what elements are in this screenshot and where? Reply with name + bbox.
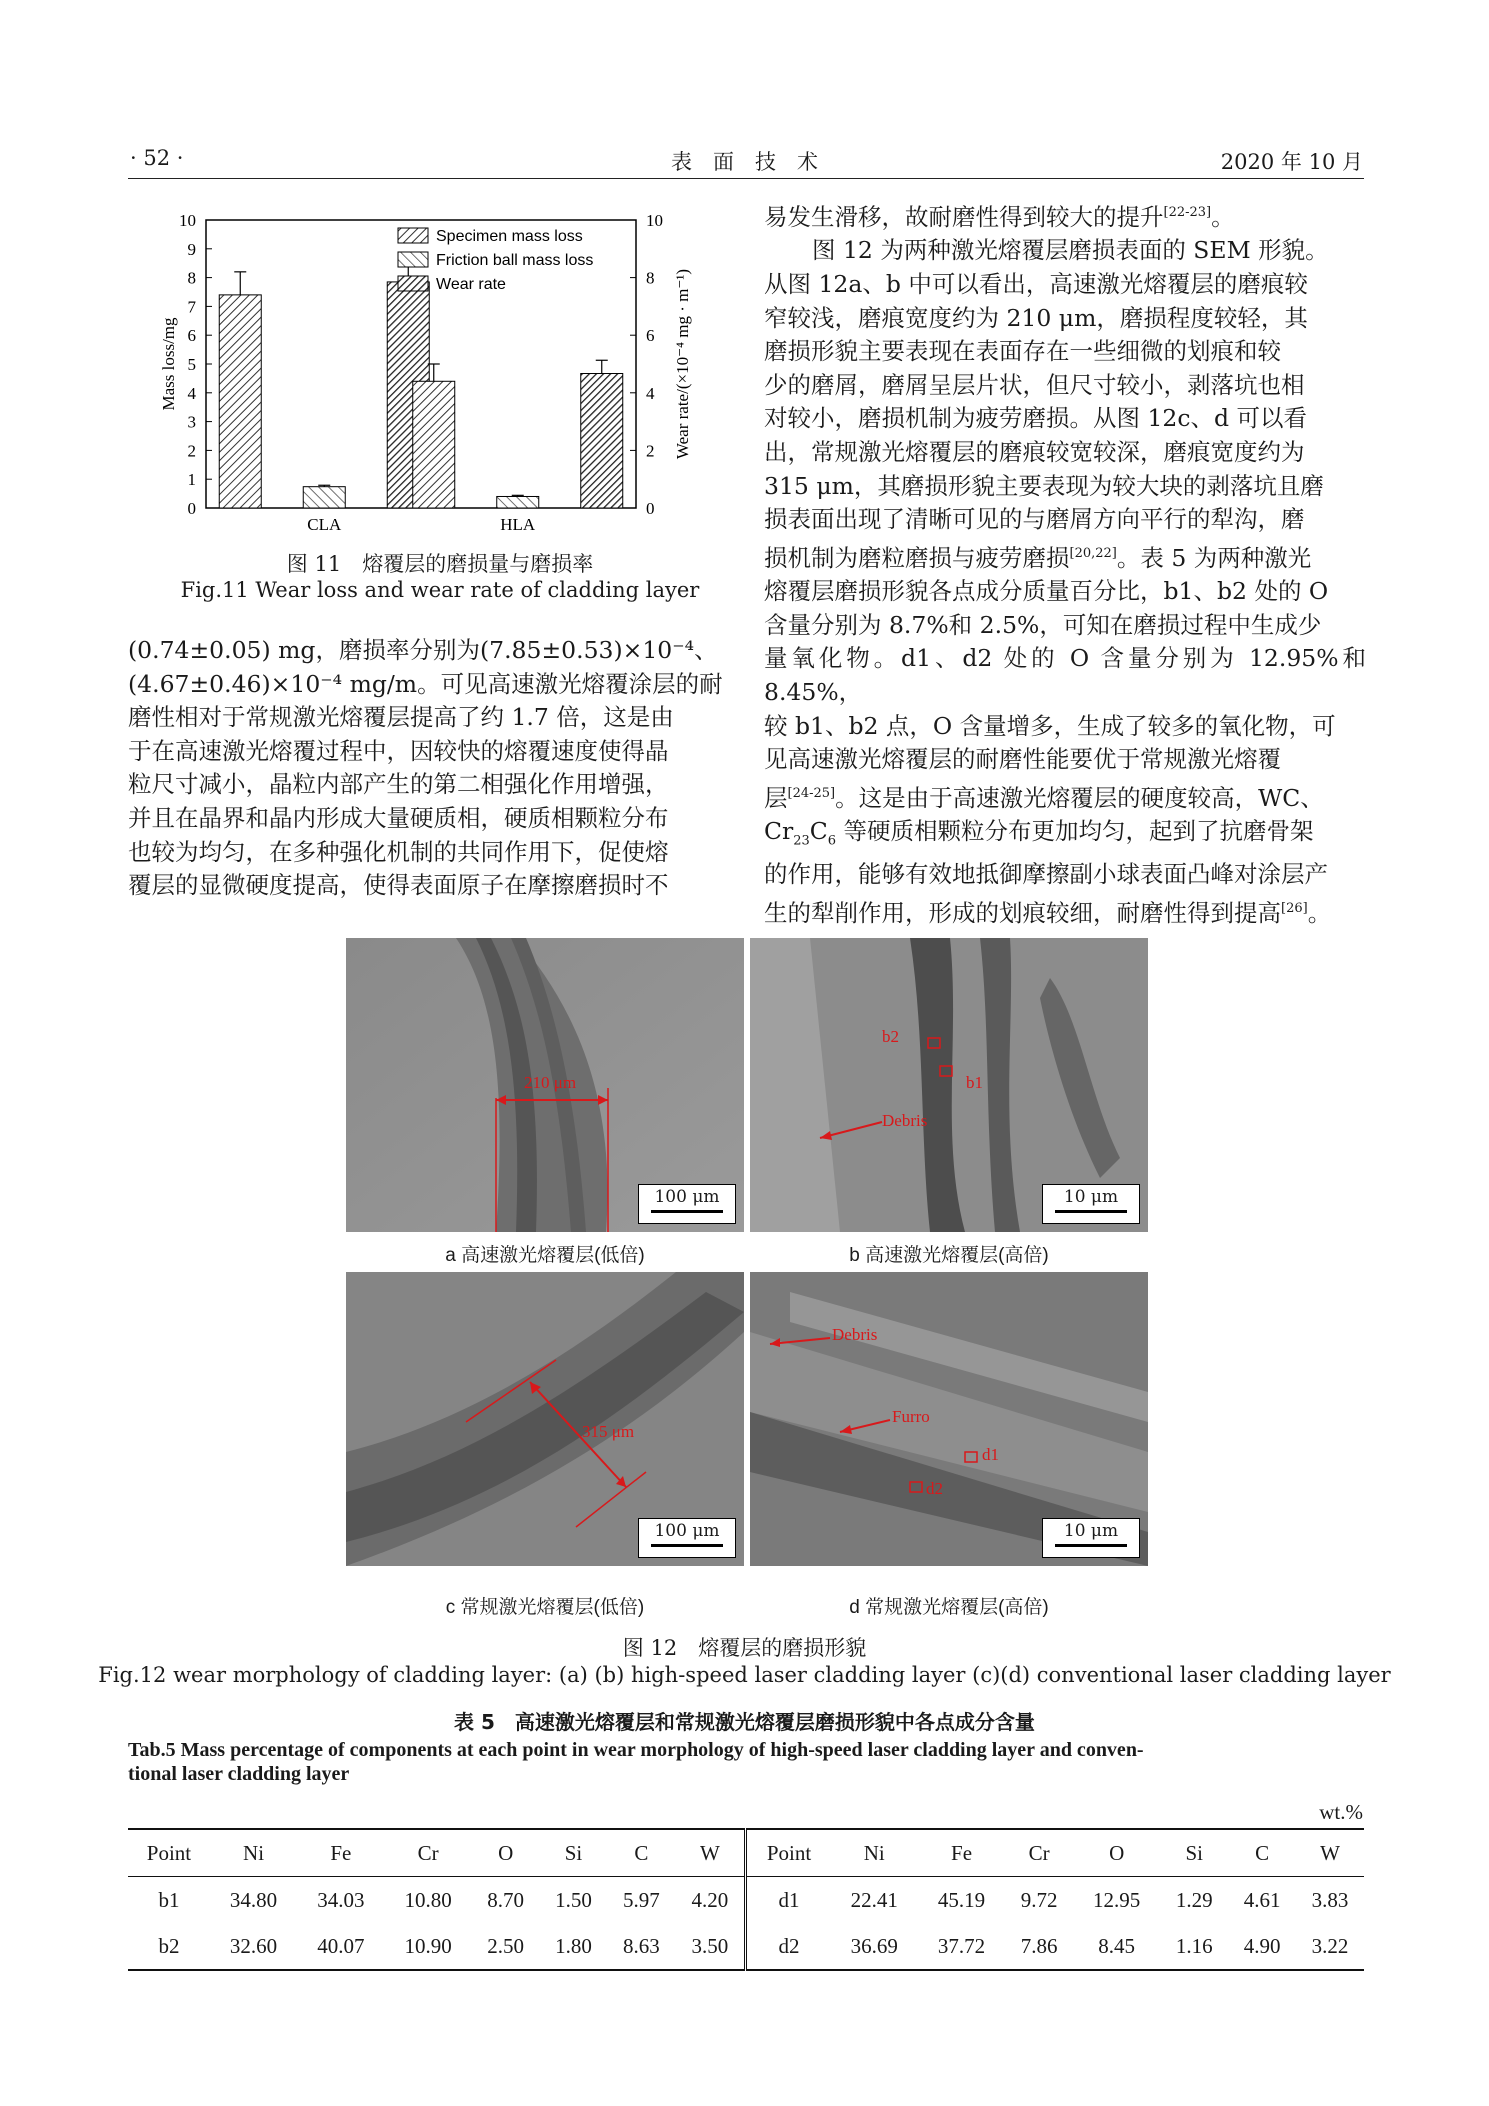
text-line: 出，常规激光熔覆层的磨痕较宽较深，磨痕宽度约为	[764, 437, 1305, 466]
debris-label-d: Debris	[832, 1325, 878, 1344]
table5-cell: 10.80	[404, 1887, 452, 1912]
sem-panel-a	[346, 938, 744, 1232]
journal-title: 表 面 技 术	[671, 150, 818, 174]
table5-cell: 40.07	[317, 1933, 365, 1958]
table5-cell: 8.70	[487, 1887, 525, 1912]
panel-b-label: b 高速激光熔覆层(高倍)	[849, 1245, 1049, 1266]
table5-title-cn: 表 5 高速激光熔覆层和常规激光熔覆层磨损形貌中各点成分含量	[454, 1710, 1035, 1734]
bar-wear-rate	[581, 374, 623, 508]
bar-friction-ball-mass-loss	[303, 487, 345, 508]
y2-tick-label: 10	[646, 211, 663, 230]
scale-bar-c: 100 μm	[638, 1518, 736, 1558]
y-tick-label: 5	[187, 355, 196, 374]
table5-header-cell: C	[634, 1840, 649, 1865]
table5-unit: wt.%	[1319, 1800, 1363, 1824]
table5-header-row	[128, 1829, 1364, 1877]
panel-a-label: a 高速激光熔覆层(低倍)	[445, 1245, 645, 1266]
sem-panel-b	[750, 938, 1148, 1232]
table5-header-cell: C	[1255, 1840, 1270, 1865]
y2-tick-label: 6	[646, 326, 655, 346]
table5-cell: 1.29	[1175, 1887, 1213, 1912]
debris-label-b: Debris	[882, 1111, 928, 1130]
table5-cell: 2.50	[487, 1933, 525, 1958]
table5-header-cell: O	[498, 1840, 514, 1865]
point-d1-label: d1	[982, 1445, 999, 1464]
text-line: 易发生滑移，故耐磨性得到较大的提升[22-23]。	[764, 202, 1235, 231]
wear-width-label-c: 315 μm	[582, 1422, 635, 1441]
text-line: 较 b1、b2 点，O 含量增多，生成了较多的氧化物，可	[764, 711, 1336, 740]
legend-swatch	[398, 228, 428, 243]
table5-title-en: Tab.5 Mass percentage of components at each point in wear morphology of high-speed laser cladding layer and conven- tional laser cladding layer	[128, 1739, 1144, 1785]
fig11-caption-en: Fig.11 Wear loss and wear rate of cladding layer	[180, 578, 700, 602]
text-line: 含量分别为 8.7%和 2.5%，可知在磨损过程中生成少	[764, 610, 1322, 639]
scale-bar-a: 100 μm	[638, 1184, 736, 1224]
table5-cell: 3.83	[1311, 1887, 1349, 1912]
table5-cell: 8.45	[1098, 1933, 1136, 1958]
text-line: 损表面出现了清晰可见的与磨屑方向平行的犁沟，磨	[764, 505, 1305, 534]
text-line: 损机制为磨粒磨损与疲劳磨损[20,22]。表 5 为两种激光	[764, 543, 1312, 572]
point-b2-label: b2	[882, 1027, 899, 1046]
table5-header-cell: Point	[146, 1840, 192, 1865]
legend-label: Friction ball mass loss	[436, 252, 594, 269]
table5-header-cell: W	[1320, 1840, 1340, 1865]
bar-specimen-mass-loss	[219, 295, 261, 508]
table5-header-cell: Cr	[1028, 1840, 1050, 1865]
text-line: 磨损形貌主要表现在表面存在一些细微的划痕和较	[764, 337, 1281, 366]
y-tick-label: 7	[187, 297, 196, 317]
right-column-text	[764, 196, 1366, 930]
table5-cell: 4.20	[691, 1887, 729, 1912]
sem-panel-c	[346, 1272, 744, 1566]
table5-cell: 1.50	[555, 1887, 592, 1912]
table5-cell: 37.72	[937, 1933, 986, 1958]
legend-label: Specimen mass loss	[436, 228, 583, 245]
table5-header-cell: O	[1109, 1840, 1125, 1865]
text-line: 生的犁削作用，形成的划痕较细，耐磨性得到提高[26]。	[764, 898, 1332, 927]
x-tick-label: CLA	[307, 515, 342, 534]
wear-chart	[140, 200, 700, 545]
y2-axis-label: Wear rate/(×10⁻⁴ mg · m⁻¹)	[673, 268, 692, 460]
text-line: $Cr_{23}C_6$ 等硬质相颗粒分布更加均匀，起到了抗磨骨架	[764, 817, 1314, 849]
text-line: 并且在晶界和晶内形成大量硬质相，硬质相颗粒分布	[128, 803, 669, 832]
fig12-caption-en: Fig.12 wear morphology of cladding layer: (a) (b) high-speed laser cladding layer (c)(d) conventional laser cladding layer	[98, 1663, 1391, 1687]
text-line: 熔覆层磨损形貌各点成分质量百分比，b1、b2 处的 O	[764, 577, 1329, 606]
table5-cell: 22.41	[850, 1887, 898, 1912]
table5	[128, 1828, 1364, 1971]
text-line: 覆层的显微硬度提高，使得表面原子在摩擦磨损时不	[128, 871, 669, 900]
text-line: 粒尺寸减小，晶粒内部产生的第二相强化作用增强，	[128, 770, 669, 799]
point-b1-label: b1	[966, 1073, 983, 1092]
y-tick-label: 3	[187, 412, 196, 432]
page-number: · 52 ·	[130, 146, 184, 170]
table5-cell: d2	[746, 1923, 831, 1970]
point-d2-label: d2	[926, 1479, 943, 1498]
left-column-text	[128, 634, 730, 903]
scale-bar-b: 10 μm	[1042, 1184, 1140, 1224]
table5-header-cell: Point	[746, 1829, 831, 1877]
y2-tick-label: 2	[646, 441, 655, 461]
table5-cell: 34.03	[317, 1887, 365, 1912]
y-tick-label: 8	[187, 268, 196, 288]
table5-header-cell: Si	[1185, 1840, 1203, 1865]
table5-cell: 8.63	[622, 1933, 660, 1958]
y-tick-label: 6	[187, 326, 196, 346]
text-line: 量氧化物。d1、d2 处的 O 含量分别为 12.95%和 8.45%，	[764, 644, 1366, 706]
table5-cell: 10.90	[404, 1933, 452, 1958]
legend-label: Wear rate	[436, 276, 506, 293]
fig11-caption-cn: 图 11 熔覆层的磨损量与磨损率	[286, 552, 594, 576]
table5-header-cell: W	[699, 1840, 720, 1865]
wear-width-label-a: 210 μm	[524, 1073, 577, 1092]
bar-friction-ball-mass-loss	[497, 496, 539, 508]
furrow-label-d: Furro	[892, 1407, 930, 1426]
text-line: 层[24-25]。这是由于高速激光熔覆层的硬度较高，WC、	[764, 783, 1324, 812]
y2-tick-label: 0	[646, 499, 655, 518]
text-line: 见高速激光熔覆层的耐磨性能要优于常规激光熔覆	[764, 745, 1281, 774]
table5-cell: 7.86	[1020, 1933, 1058, 1958]
text-line: (4.67±0.46)×10⁻⁴ mg/m。可见高速激光熔覆涂层的耐	[128, 669, 723, 698]
legend-swatch	[398, 252, 428, 267]
table5-cell: d1	[746, 1877, 831, 1924]
text-line: 磨性相对于常规激光熔覆层提高了约 1.7 倍，这是由	[128, 703, 674, 732]
text-line: 少的磨屑，磨屑呈层片状，但尺寸较小，剥落坑也相	[764, 370, 1305, 399]
table5-cell: 3.50	[691, 1933, 729, 1958]
table5-cell: 4.61	[1243, 1887, 1281, 1912]
table5-header-cell: Ni	[243, 1840, 265, 1865]
y-tick-label: 0	[187, 499, 196, 518]
bar-specimen-mass-loss	[413, 381, 455, 508]
table5-grid	[128, 1828, 1364, 1971]
table5-cell: b2	[158, 1933, 180, 1958]
table5-cell: 45.19	[937, 1887, 986, 1912]
text-line: (0.74±0.05) mg，磨损率分别为(7.85±0.53)×10⁻⁴、	[128, 636, 718, 664]
panel-c-label: c 常规激光熔覆层(低倍)	[445, 1597, 645, 1618]
table5-cell: 3.22	[1311, 1933, 1349, 1958]
sem-panel-d	[750, 1272, 1148, 1566]
table5-header-cell: Fe	[951, 1840, 973, 1865]
y-tick-label: 4	[187, 383, 196, 403]
legend-swatch	[398, 276, 428, 291]
table5-row	[128, 1877, 1364, 1924]
table5-header-cell: Ni	[863, 1840, 885, 1865]
table5-header-cell: Cr	[417, 1840, 439, 1865]
y2-tick-label: 4	[646, 383, 655, 403]
table5-cell: 34.80	[229, 1887, 278, 1912]
y2-tick-label: 8	[646, 268, 655, 288]
table5-cell: 32.60	[229, 1933, 278, 1958]
table5-row	[128, 1923, 1364, 1970]
text-line: 图 12 为两种激光熔覆层磨损表面的 SEM 形貌。	[812, 236, 1329, 265]
y-tick-label: 1	[187, 470, 196, 490]
text-line: 从图 12a、b 中可以看出，高速激光熔覆层的磨痕较	[764, 270, 1308, 299]
scale-bar-d: 10 μm	[1042, 1518, 1140, 1558]
text-line: 对较小，磨损机制为疲劳磨损。从图 12c、d 可以看	[764, 404, 1308, 433]
table5-cell: 1.80	[555, 1933, 592, 1958]
text-line: 于在高速激光熔覆过程中，因较快的熔覆速度使得晶	[128, 736, 669, 765]
table5-cell: 4.90	[1243, 1933, 1281, 1958]
text-line: 315 μm，其磨损形貌主要表现为较大块的剥落坑且磨	[764, 471, 1324, 500]
table5-cell: 36.69	[850, 1933, 898, 1958]
text-line: 窄较浅，磨痕宽度约为 210 μm，磨损程度较轻，其	[764, 303, 1308, 332]
panel-d-label: d 常规激光熔覆层(高倍)	[849, 1597, 1049, 1618]
issue-date: 2020 年 10 月	[1220, 150, 1363, 174]
fig12-caption-cn: 图 12 熔覆层的磨损形貌	[622, 1636, 867, 1660]
y-tick-label: 9	[187, 239, 196, 259]
y-tick-label: 10	[179, 211, 196, 230]
header-rule	[128, 178, 1364, 179]
text-line: 的作用，能够有效地抵御摩擦副小球表面凸峰对涂层产	[764, 860, 1328, 889]
table5-header-cell: Fe	[330, 1840, 352, 1865]
table5-cell: b1	[158, 1887, 180, 1912]
x-tick-label: HLA	[500, 515, 536, 534]
table5-cell: 1.16	[1175, 1933, 1213, 1958]
y-tick-label: 2	[187, 441, 196, 461]
table5-cell: 12.95	[1093, 1887, 1141, 1912]
table5-header-cell: Si	[564, 1840, 583, 1865]
table5-cell: 9.72	[1020, 1887, 1058, 1912]
text-line: 也较为均匀，在多种强化机制的共同作用下，促使熔	[128, 837, 669, 866]
table5-cell: 5.97	[622, 1887, 660, 1912]
y-axis-label: Mass loss/mg	[159, 317, 178, 411]
